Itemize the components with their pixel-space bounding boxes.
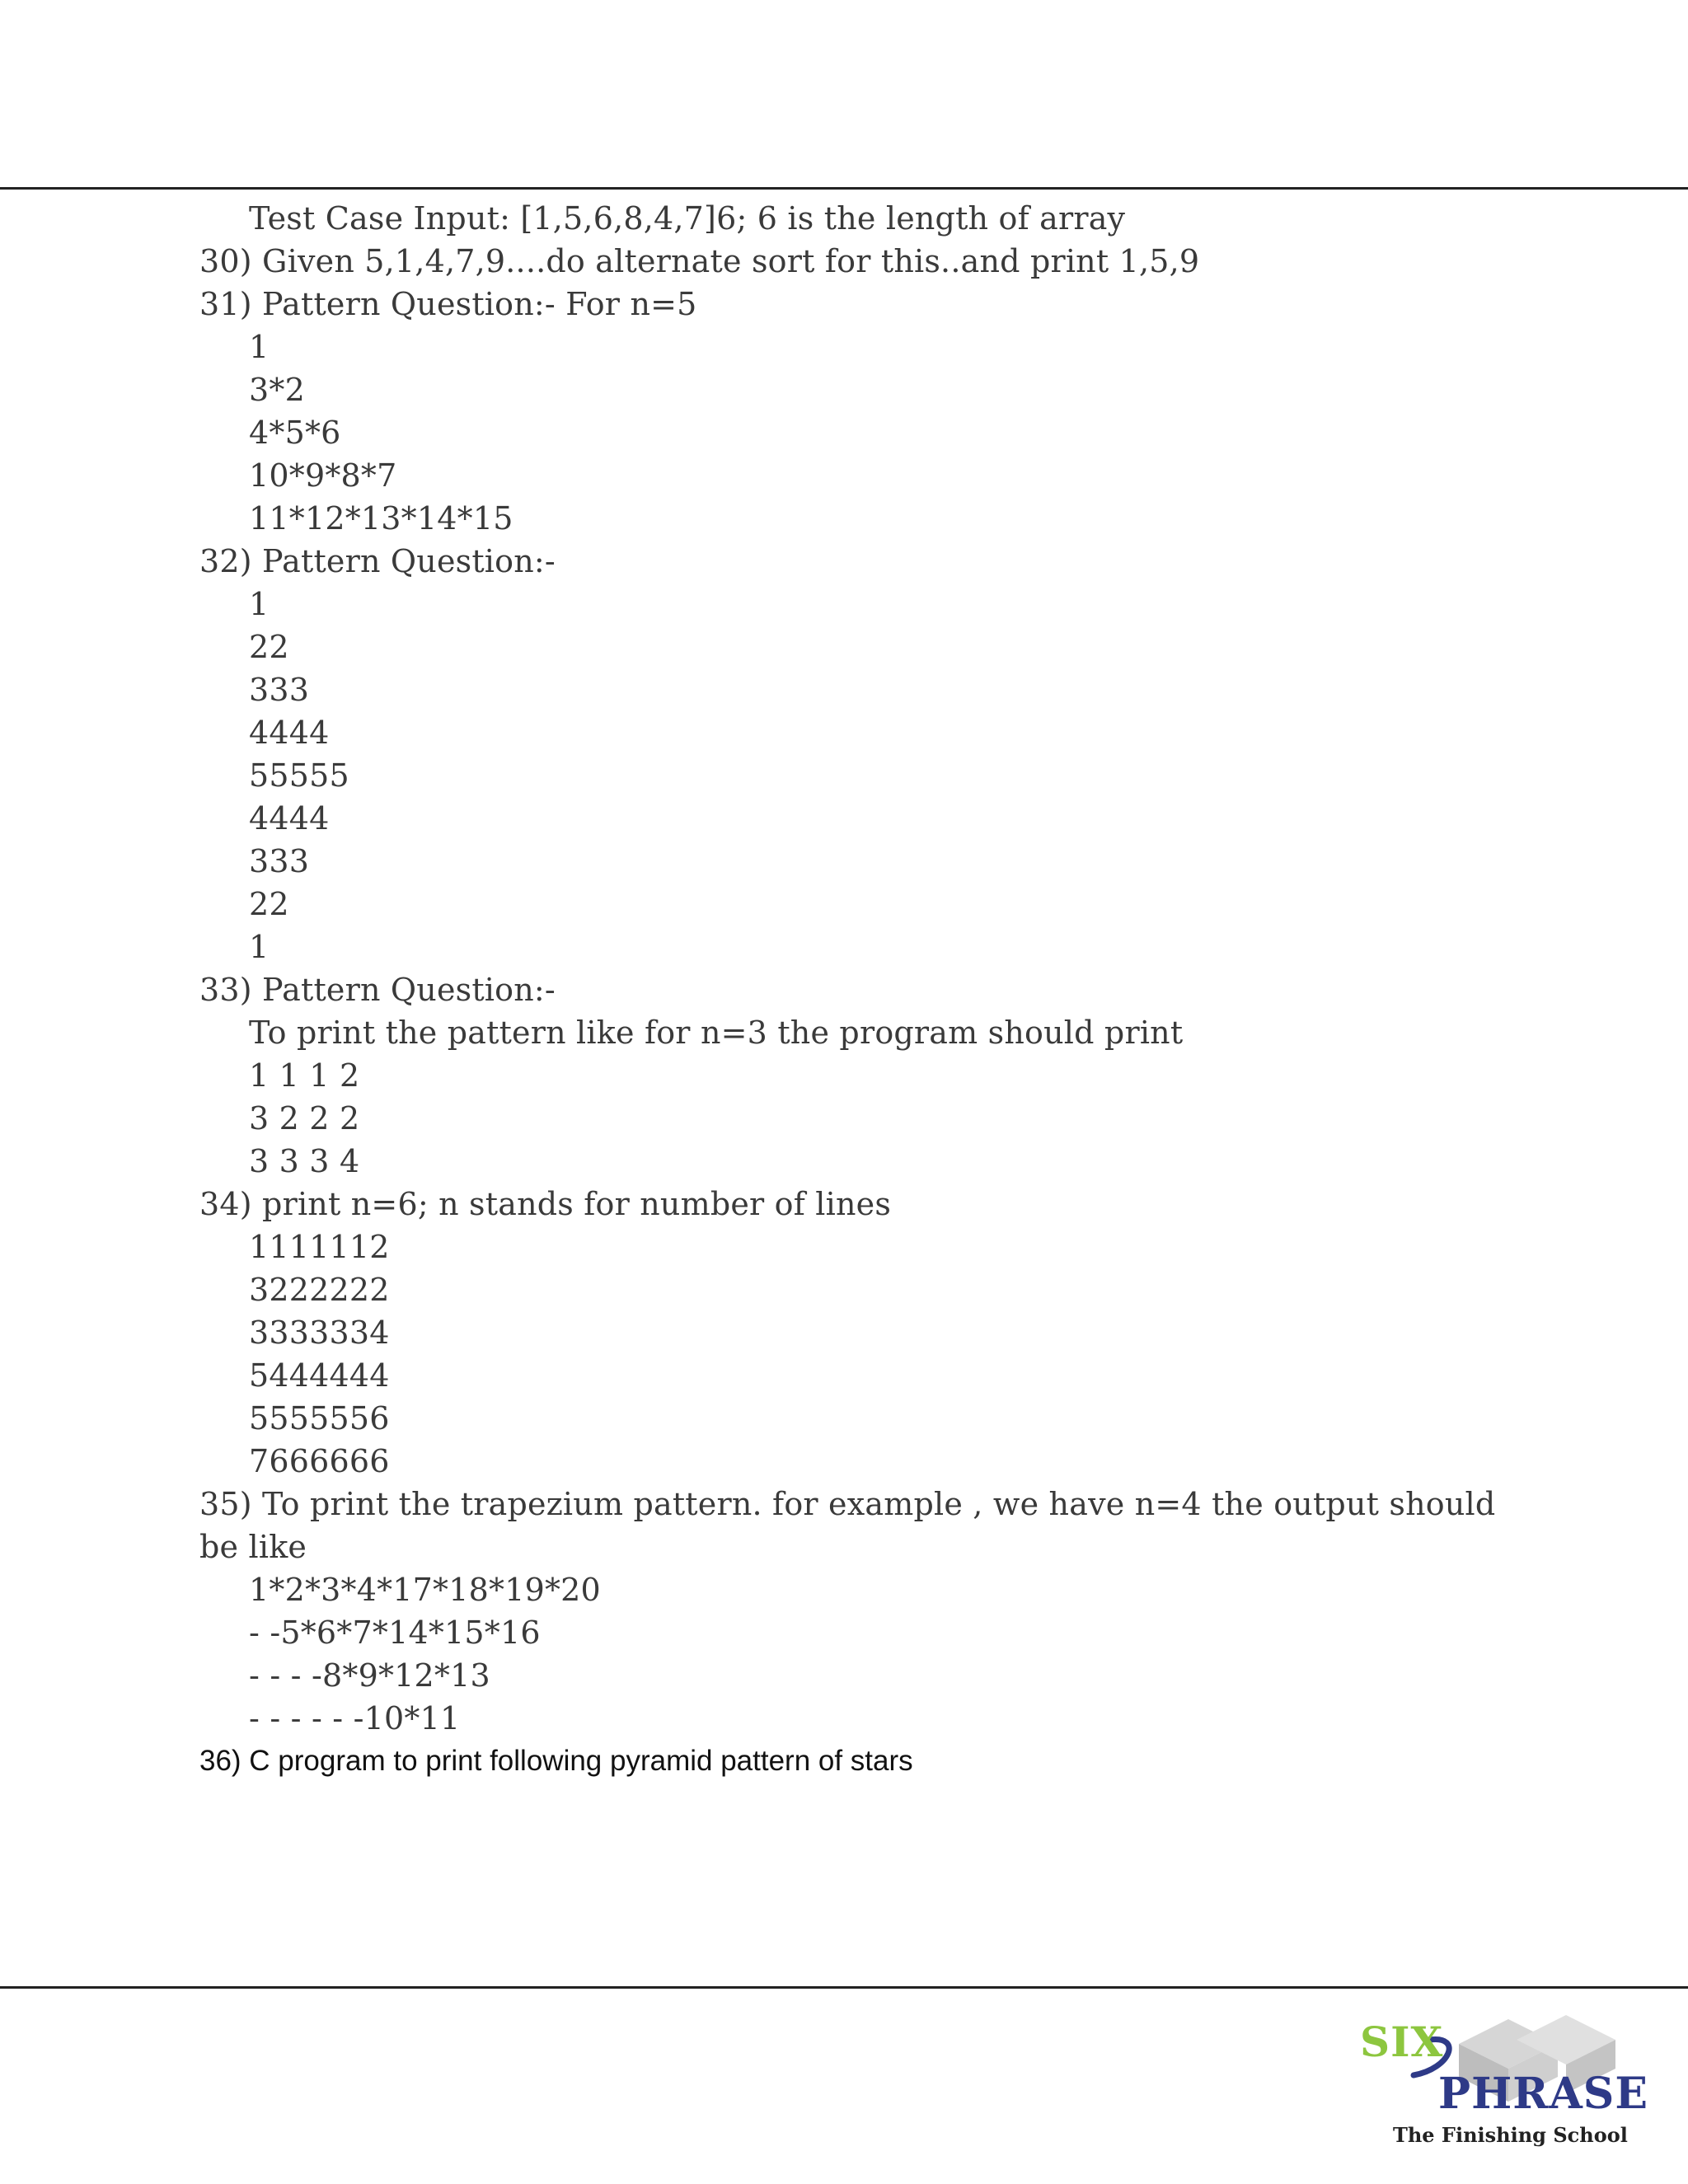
pattern-line: 11*12*13*14*15 — [249, 500, 513, 537]
pattern-line: 22 — [249, 629, 289, 665]
logo-phrase-text: PHRASE — [1438, 2069, 1648, 2119]
pattern-line: 333 — [249, 672, 310, 708]
pattern-line: 1 — [249, 586, 270, 622]
pattern-line: 3333334 — [249, 1315, 390, 1351]
pattern-line: - -5*6*7*14*15*16 — [249, 1615, 541, 1651]
pattern-line: 22 — [249, 886, 289, 922]
logo-tagline: The Finishing School — [1393, 2123, 1628, 2147]
pattern-line: 1*2*3*4*17*18*19*20 — [249, 1572, 601, 1608]
pattern-line: 1 — [249, 929, 270, 965]
question-30: 30) Given 5,1,4,7,9....do alternate sort for this..and print 1,5,9 — [199, 243, 1200, 279]
pattern-line: 3 2 2 2 — [249, 1100, 360, 1137]
question-31: 31) Pattern Question:- For n=5 — [199, 286, 697, 322]
pattern-line: 333 — [249, 843, 310, 879]
pattern-line: 55555 — [249, 757, 349, 794]
question-35-continued: be like — [199, 1529, 307, 1565]
pattern-line: 1 1 1 2 — [249, 1057, 360, 1094]
logo-six-text: SIX — [1360, 2018, 1444, 2066]
bottom-divider — [0, 1986, 1688, 1989]
pattern-line: - - - -8*9*12*13 — [249, 1657, 490, 1694]
question-33: 33) Pattern Question:- — [199, 972, 556, 1008]
pattern-line: 4444 — [249, 715, 330, 751]
pattern-line: 1 — [249, 329, 270, 365]
question-36: 36) C program to print following pyramid pattern of stars — [199, 1745, 913, 1777]
question-34: 34) print n=6; n stands for number of lines — [199, 1186, 892, 1222]
question-32: 32) Pattern Question:- — [199, 543, 556, 579]
pattern-line: 4*5*6 — [249, 415, 341, 451]
pattern-line: 5444444 — [249, 1357, 390, 1394]
top-divider — [0, 187, 1688, 190]
question-33-description: To print the pattern like for n=3 the program should print — [249, 1015, 1184, 1051]
pattern-line: 5555556 — [249, 1400, 390, 1436]
pattern-line: - - - - - -10*11 — [249, 1700, 461, 1736]
pattern-line: 1111112 — [249, 1229, 390, 1265]
question-35: 35) To print the trapezium pattern. for example , we have n=4 the output should — [199, 1486, 1496, 1522]
pattern-line: 4444 — [249, 800, 330, 837]
sixphrase-logo — [1352, 2011, 1665, 2151]
pattern-line: 3 3 3 4 — [249, 1143, 360, 1179]
pattern-line: 10*9*8*7 — [249, 457, 397, 494]
pattern-line: 3222222 — [249, 1272, 390, 1308]
pattern-line: 7666666 — [249, 1443, 390, 1479]
page-content — [199, 197, 1496, 1783]
pattern-line: 3*2 — [249, 372, 305, 408]
test-case-line: Test Case Input: [1,5,6,8,4,7]6; 6 is the length of array — [249, 200, 1126, 237]
